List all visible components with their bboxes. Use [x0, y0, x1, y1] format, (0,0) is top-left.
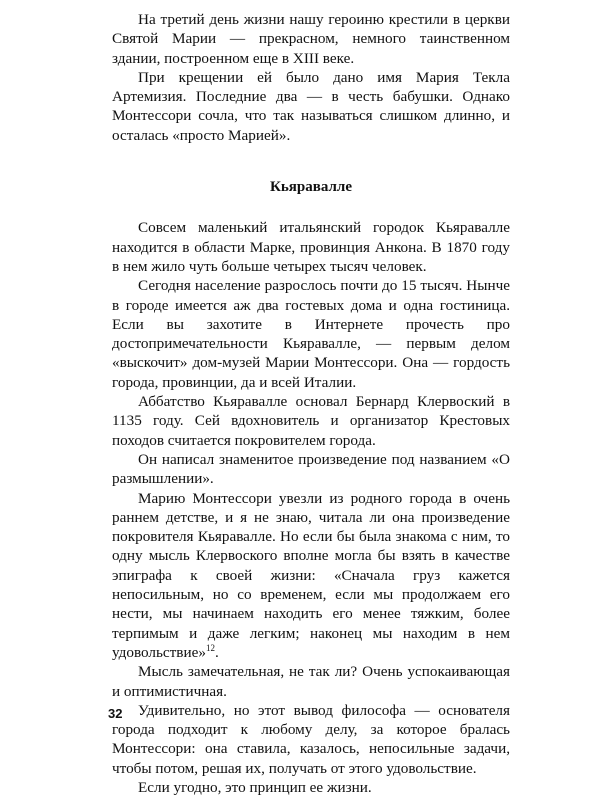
- paragraph-baptism-church: На третий день жизни нашу героиню крестили в церкви Святой Марии — прекрасном, немного таинственном здании, построенном еще в XIII веке.: [112, 11, 510, 67]
- page-number: 32: [108, 706, 123, 721]
- quote-tail: .: [214, 643, 219, 661]
- paragraph-life-principle: Если угодно, это принцип ее жизни.: [138, 778, 372, 796]
- paragraph-treatise: Он написал знаменитое произведение под названием «О размышлении».: [112, 450, 510, 488]
- paragraph-thought-remark: Мысль замечательная, не так ли? Очень успокаивающая и оптимистичная.: [112, 663, 510, 700]
- paragraph-town-location: Совсем маленький итальянский городок Кьяравалле находится в области Марке, провинция Анкона. В 1870 году в нем жило чуть больше четырех тысяч человек.: [112, 219, 510, 275]
- paragraph-epigraph-quote: [112, 489, 510, 663]
- section-heading: Кьяравалле: [270, 179, 352, 196]
- paragraph-town-population: Сегодня население разрослось почти до 15 тысяч. Нынче в городе имеется аж два гостевых дома и одна гостиница. Если вы захотите в Интернете прочесть про достопримечательности Кьяравалле, — первым делом «выскочит» дом-музей Марии Монтессори. Она — гордость города, провинции, да и всей Италии.: [112, 277, 510, 391]
- footnote-reference: 12: [205, 642, 215, 653]
- book-page: [112, 10, 510, 797]
- quote-text: Марию Монтессори увезли из родного города в очень раннем детстве, и я не знаю, читала ли она произведение покровителя Кьяравалле. Но если бы была знакома с ним, то одну мысль Клервоского вполне могла бы взять в качестве эпиграфа к своей жизни: «Сначала груз кажется непосильным, но со временем, если мы продолжаем его нести, мы начинаем находить его менее тяжким, более терпимым и даже легким; наконец мы находим в нем удовольствие»: [112, 489, 510, 661]
- paragraph-abbey: Аббатство Кьяравалле основал Бернард Клервоский в 1135 году. Сей вдохновитель и организатор Крестовых походов считается покровителем города.: [112, 393, 510, 449]
- paragraph-philosopher-conclusion: Удивительно, но этот вывод философа — основателя города подходит к любому делу, за которое бралась Монтессори: она ставила, казалось, непосильные задачи, чтобы потом, решая их, получать от этого удовольствие.: [112, 701, 510, 777]
- paragraph-baptism-name: При крещении ей было дано имя Мария Текла Артемизия. Последние два — в честь бабушки. Однако Монтессори сочла, что так называться слишком длинно, и осталась «просто Марией».: [112, 68, 510, 144]
